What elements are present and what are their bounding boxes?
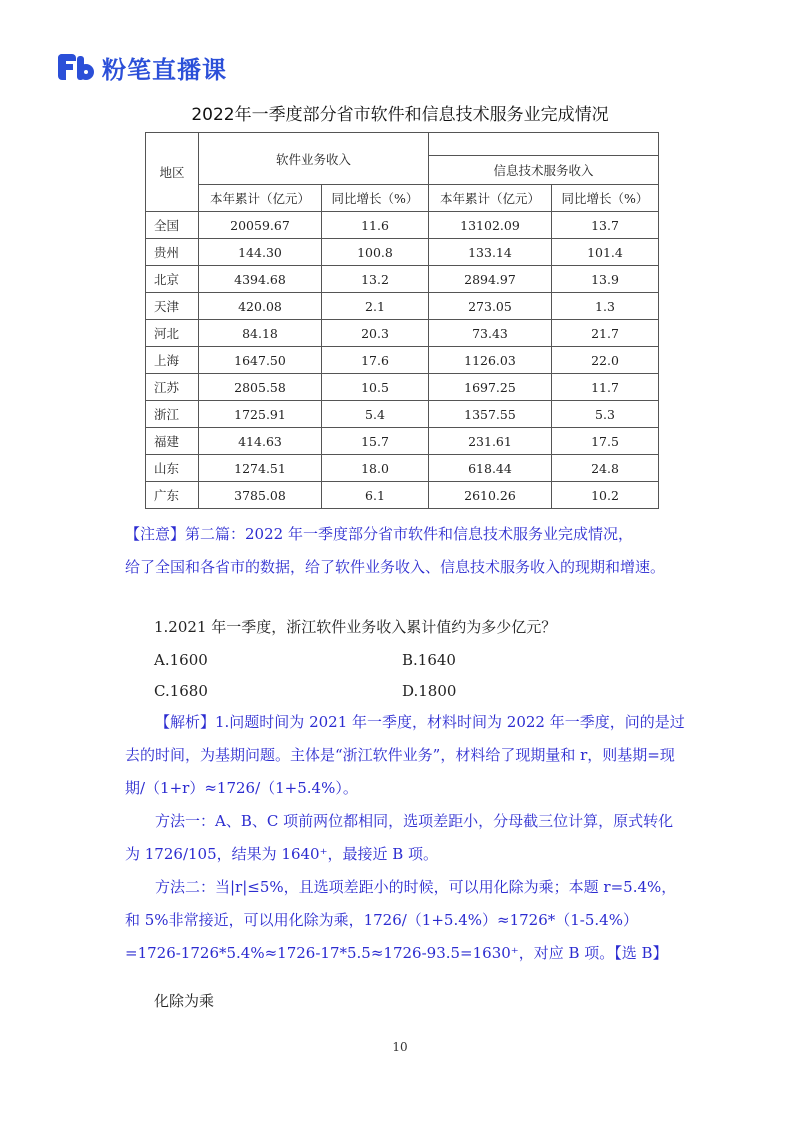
header-region: 地区 bbox=[146, 133, 199, 212]
logo-text: 粉笔直播课 bbox=[102, 55, 227, 84]
brand-logo bbox=[58, 50, 227, 84]
table-row: 浙江 1725.91 5.4 1357.55 5.3 bbox=[146, 401, 659, 428]
footer-text: 化除为乘 bbox=[154, 992, 215, 1010]
analysis-paragraph-3: 方法二：当|r|≤5%，且选项差距小的时候，可以用化除为乘；本题 r=5.4%，和 5%非常接近，可以用化除为乘，1726/（1+5.4%）≈1726*（1-5.4%）=1726-1726*5.4%≈1726-17*5.5≈1726-93.5=1630⁺，对应 B 项。【选 B】 bbox=[125, 878, 677, 962]
table-title: 2022年一季度部分省市软件和信息技术服务业完成情况 bbox=[191, 105, 609, 125]
analysis-section bbox=[125, 706, 685, 970]
table-row: 贵州 144.30 100.8 133.14 101.4 bbox=[146, 239, 659, 266]
analysis-paragraph-1: 【解析】1.问题时间为 2021 年一季度，材料时间为 2022 年一季度，问的是过去的时间，为基期问题。主体是“浙江软件业务”，材料给了现期量和 r，则基期=现期/（1+r）≈1726/（1+5.4%）。 bbox=[125, 713, 685, 797]
table-row: 上海 1647.50 17.6 1126.03 22.0 bbox=[146, 347, 659, 374]
data-table bbox=[145, 132, 659, 509]
note-line-2: 给了全国和各省市的数据，给了软件业务收入、信息技术服务收入的现期和增速。 bbox=[125, 558, 666, 576]
analysis-paragraph-2: 方法一：A、B、C 项前两位都相同，选项差距小，分母截三位计算，原式转化为 1726/105，结果为 1640⁺，最接近 B 项。 bbox=[125, 812, 674, 863]
header-software: 软件业务收入 bbox=[199, 133, 429, 185]
header-it-growth: 同比增长（%） bbox=[551, 185, 658, 212]
table-row: 全国 20059.67 11.6 13102.09 13.7 bbox=[146, 212, 659, 239]
header-spacer bbox=[428, 133, 658, 156]
table-row: 福建 414.63 15.7 231.61 17.5 bbox=[146, 428, 659, 455]
option-d: D.1800 bbox=[402, 682, 457, 700]
option-a: A.1600 bbox=[154, 651, 208, 669]
option-b: B.1640 bbox=[402, 651, 456, 669]
logo-icon bbox=[58, 54, 94, 80]
option-c: C.1680 bbox=[154, 682, 208, 700]
table-row: 山东 1274.51 18.0 618.44 24.8 bbox=[146, 455, 659, 482]
page-number: 10 bbox=[392, 1040, 408, 1054]
header-sw-cum: 本年累计（亿元） bbox=[199, 185, 322, 212]
header-it: 信息技术服务收入 bbox=[428, 156, 658, 185]
table-row: 河北 84.18 20.3 73.43 21.7 bbox=[146, 320, 659, 347]
table-row: 北京 4394.68 13.2 2894.97 13.9 bbox=[146, 266, 659, 293]
header-it-cum: 本年累计（亿元） bbox=[428, 185, 551, 212]
note-paragraph bbox=[125, 518, 685, 584]
table-row: 江苏 2805.58 10.5 1697.25 11.7 bbox=[146, 374, 659, 401]
question-text: 1.2021 年一季度，浙江软件业务收入累计值约为多少亿元？ bbox=[154, 618, 557, 636]
header-sw-growth: 同比增长（%） bbox=[321, 185, 428, 212]
table-row: 天津 420.08 2.1 273.05 1.3 bbox=[146, 293, 659, 320]
table-row: 广东 3785.08 6.1 2610.26 10.2 bbox=[146, 482, 659, 509]
note-line-1: 【注意】第二篇：2022 年一季度部分省市软件和信息技术服务业完成情况， bbox=[125, 525, 633, 543]
